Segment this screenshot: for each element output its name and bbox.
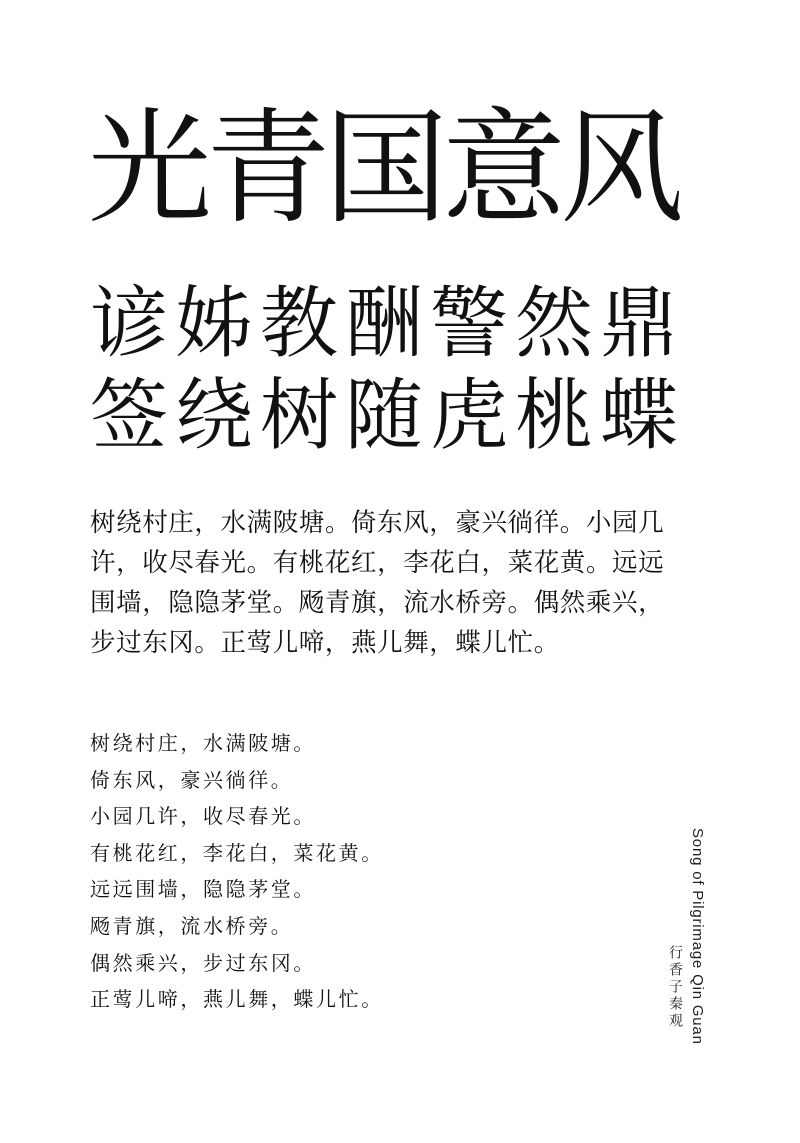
poem-line: 飏青旗，流水桥旁。 xyxy=(90,913,294,938)
page-title: 光青国意风 xyxy=(88,97,679,241)
paragraph-line: 步过东冈。正莺儿啼，燕儿舞，蝶儿忙。 xyxy=(90,628,560,658)
poem-line: 偶然乘兴，步过东冈。 xyxy=(90,950,316,975)
poem-line: 倚东风，豪兴徜徉。 xyxy=(90,767,294,792)
poem-line: 正莺儿啼，燕儿舞，蝶儿忙。 xyxy=(90,987,384,1012)
poem-line: 树绕村庄，水满陂塘。 xyxy=(90,731,316,755)
poem-block xyxy=(90,725,490,1018)
paragraph-line: 许，收尽春光。有桃花红，李花白，菜花黄。远远 xyxy=(90,548,665,578)
glyph-sample-block xyxy=(90,278,730,462)
paragraph-line: 树绕村庄，水满陂塘。倚东风，豪兴徜徉。小园几 xyxy=(90,508,665,538)
glyph-row: 签绕树随虎桃蝶 xyxy=(90,371,686,461)
poem-line: 远远围墙，隐隐茅堂。 xyxy=(90,877,316,902)
caption-english: Song of Pilgrimage Qin Guan xyxy=(689,828,706,1045)
caption-chinese: 行香子秦观 xyxy=(667,945,683,1030)
poem-line: 小园几许，收尽春光。 xyxy=(90,804,316,829)
glyph-row: 谚姊教酬警然鼎 xyxy=(90,279,686,369)
paragraph-line: 围墙，隐隐茅堂。飏青旗，流水桥旁。偶然乘兴， xyxy=(90,588,665,618)
poem-line: 有桃花红，李花白，菜花黄。 xyxy=(90,840,384,865)
body-paragraph xyxy=(90,503,730,663)
